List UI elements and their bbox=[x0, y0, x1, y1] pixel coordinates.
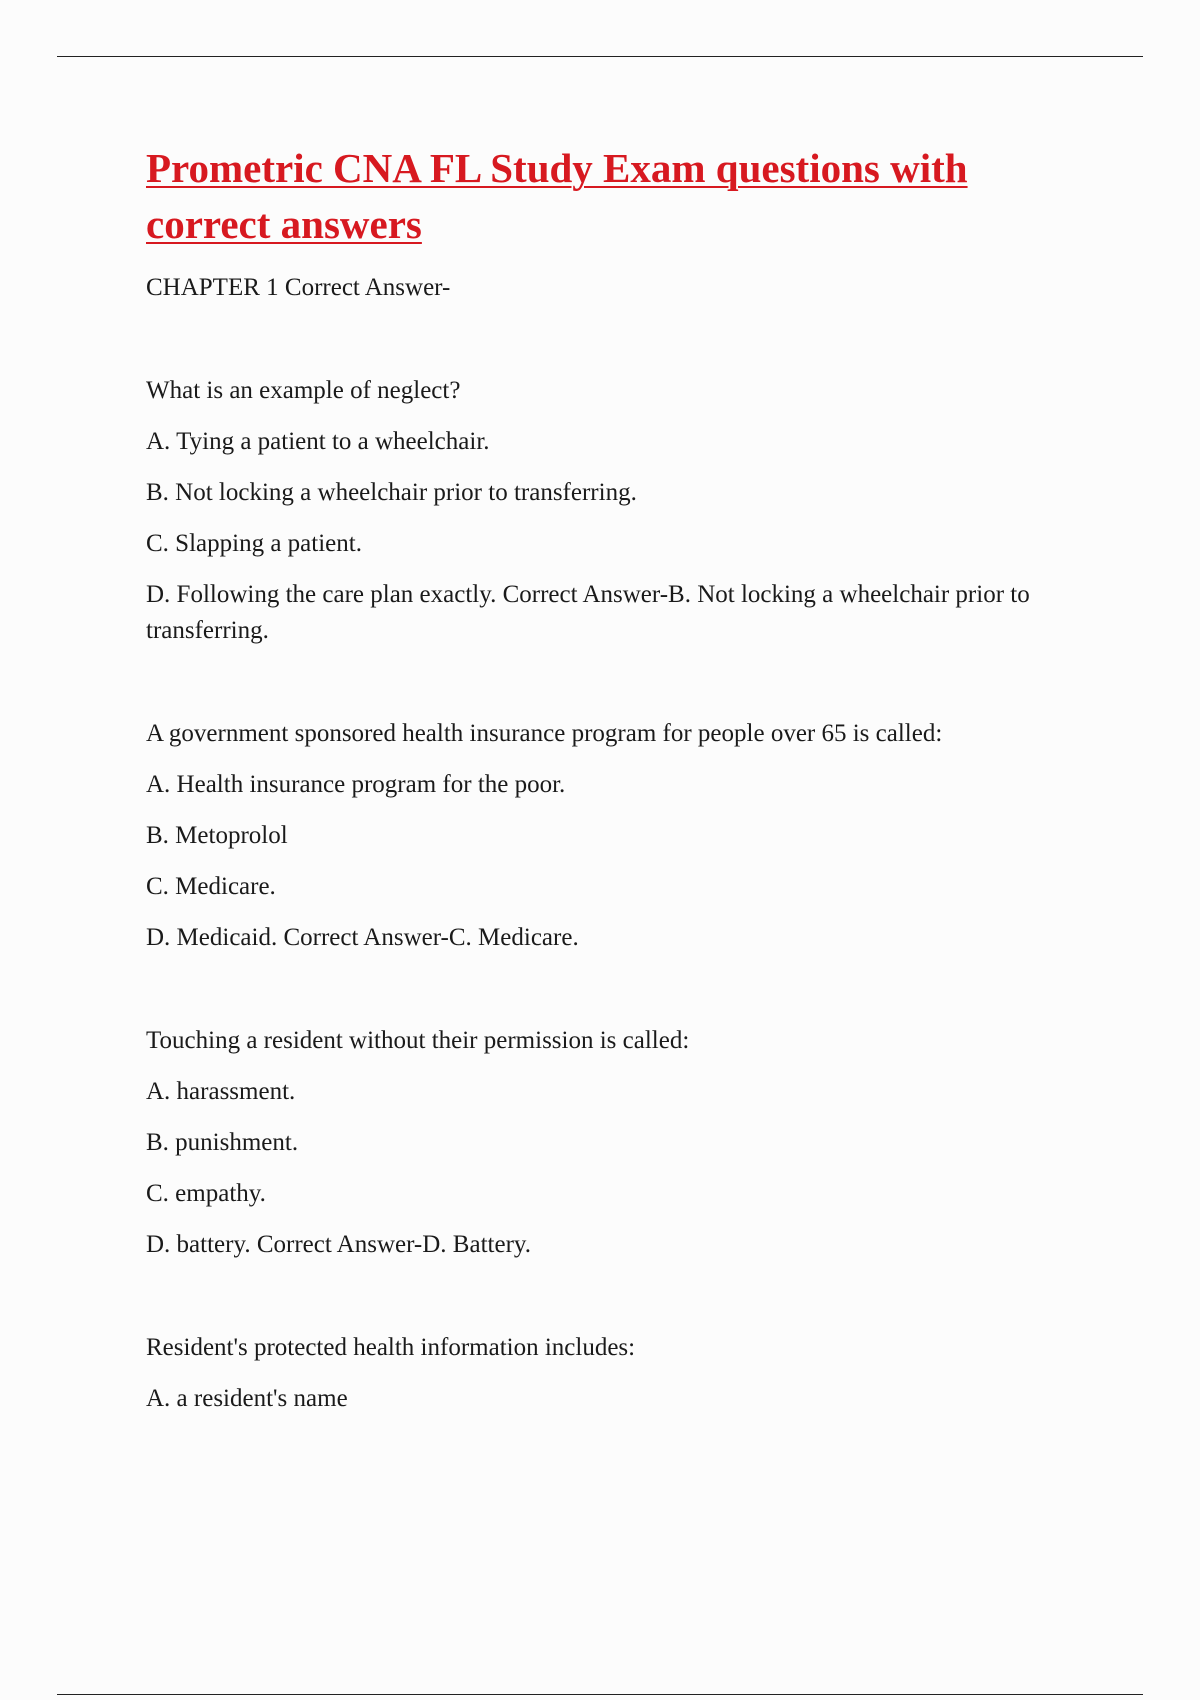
answer-option: B. Metoprolol bbox=[146, 822, 288, 849]
answer-option: A. Tying a patient to a wheelchair. bbox=[146, 428, 490, 455]
question-prompt: Touching a resident without their permission is called: bbox=[146, 1027, 690, 1054]
chapter-line: CHAPTER 1 Correct Answer- bbox=[146, 274, 451, 301]
question-block-1 bbox=[146, 373, 1076, 649]
question-prompt: A government sponsored health insurance program for people over 65 is called: bbox=[146, 720, 943, 747]
page-title: Prometric CNA FL Study Exam questions with correct answers bbox=[146, 145, 968, 247]
page-bottom-rule bbox=[57, 1694, 1143, 1695]
question-prompt: Resident's protected health information includes: bbox=[146, 1334, 636, 1361]
answer-option: C. Medicare. bbox=[146, 873, 276, 900]
answer-option-with-answer: D. battery. Correct Answer-D. Battery. bbox=[146, 1231, 532, 1258]
answer-option: A. a resident's name bbox=[146, 1385, 348, 1412]
question-block-4 bbox=[146, 1330, 1076, 1417]
answer-option: A. harassment. bbox=[146, 1078, 296, 1105]
page-top-rule bbox=[57, 56, 1143, 57]
answer-option: C. empathy. bbox=[146, 1180, 266, 1207]
answer-option: B. Not locking a wheelchair prior to transferring. bbox=[146, 479, 637, 506]
answer-option: A. Health insurance program for the poor. bbox=[146, 771, 566, 798]
question-prompt: What is an example of neglect? bbox=[146, 377, 461, 404]
answer-option-with-answer: D. Medicaid. Correct Answer-C. Medicare. bbox=[146, 924, 579, 951]
answer-option: C. Slapping a patient. bbox=[146, 530, 362, 557]
answer-option: B. punishment. bbox=[146, 1129, 299, 1156]
answer-option-with-answer: D. Following the care plan exactly. Correct Answer-B. Not locking a wheelchair prior to transferring. bbox=[146, 581, 1030, 644]
document-content bbox=[146, 140, 1076, 1417]
question-block-3 bbox=[146, 1023, 1076, 1263]
question-block-2 bbox=[146, 716, 1076, 956]
